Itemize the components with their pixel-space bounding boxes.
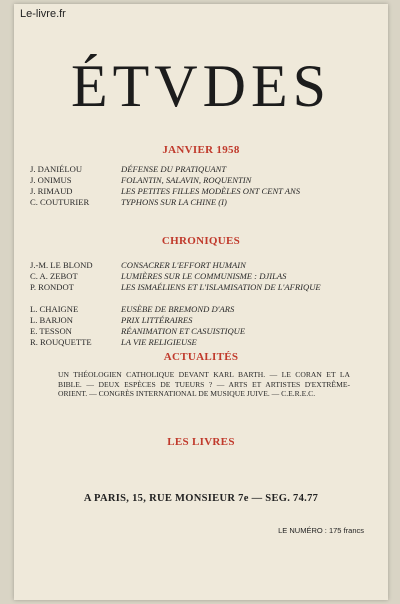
article-author: J. RIMAUD [30,186,73,196]
magazine-cover [14,4,388,600]
chronique-row [14,260,388,271]
chronique-title: CONSACRER L'EFFORT HUMAIN [121,260,246,270]
masthead-title: ÉTVDES [71,53,331,119]
chronique-author: C. A. ZEBOT [30,271,78,281]
chronique-row [14,315,388,326]
chronique-title: PRIX LITTÉRAIRES [121,315,193,325]
chronique-title: EUSÈBE DE BREMOND D'ARS [121,304,235,314]
chronique-author: E. TESSON [30,326,72,336]
publisher-address: A PARIS, 15, RUE MONSIEUR 7e — SEG. 74.77 [83,493,319,504]
issue-date: JANVIER 1958 [162,144,240,156]
chronique-row [14,304,388,315]
actualites-heading: ACTUALITÉS [163,351,239,363]
chronique-author: R. ROUQUETTE [30,337,92,347]
article-row [14,197,388,208]
livres-heading: LES LIVRES [167,436,235,448]
chronique-row [14,282,388,293]
chronique-row [14,337,388,348]
actualites-text: UN THÉOLOGIEN CATHOLIQUE DEVANT KARL BARTH. — LE CORAN ET LA BIBLE. — DEUX ESPÈCES DE TUEURS ? — ARTS ET ARTISTES D'EXTRÊME-ORIENT. — CONGRÈS INTERNATIONAL DE MUSIQUE JUIVE. — C.E.R.E.C. [58,370,350,399]
chronique-title: LUMIÈRES SUR LE COMMUNISME : DJILAS [121,271,287,281]
article-row [14,186,388,197]
article-author: C. COUTURIER [30,197,90,207]
article-title: FOLANTIN, SALAVIN, ROQUENTIN [121,175,252,185]
article-title: TYPHONS SUR LA CHINE (I) [121,197,227,207]
chronique-row [14,326,388,337]
article-author: J. DANIÉLOU [30,164,83,174]
chroniques-heading: CHRONIQUES [161,235,241,247]
chronique-row [14,271,388,282]
issue-price: LE NUMÉRO : 175 francs [278,526,364,535]
article-row [14,164,388,175]
chronique-author: L. BARJON [30,315,73,325]
chronique-title: RÉANIMATION ET CASUISTIQUE [121,326,246,336]
chronique-title: LES ISMAÉLIENS ET L'ISLAMISATION DE L'AFRIQUE [121,282,321,292]
chronique-author: J.-M. LE BLOND [30,260,93,270]
chronique-author: P. RONDOT [30,282,74,292]
article-title: LES PETITES FILLES MODÈLES ONT CENT ANS [121,186,301,196]
chronique-title: LA VIE RELIGIEUSE [121,337,197,347]
article-title: DÉFENSE DU PRATIQUANT [121,164,227,174]
article-row [14,175,388,186]
article-author: J. ONIMUS [30,175,72,185]
chronique-author: L. CHAIGNE [30,304,79,314]
watermark-label: Le-livre.fr [20,8,66,20]
